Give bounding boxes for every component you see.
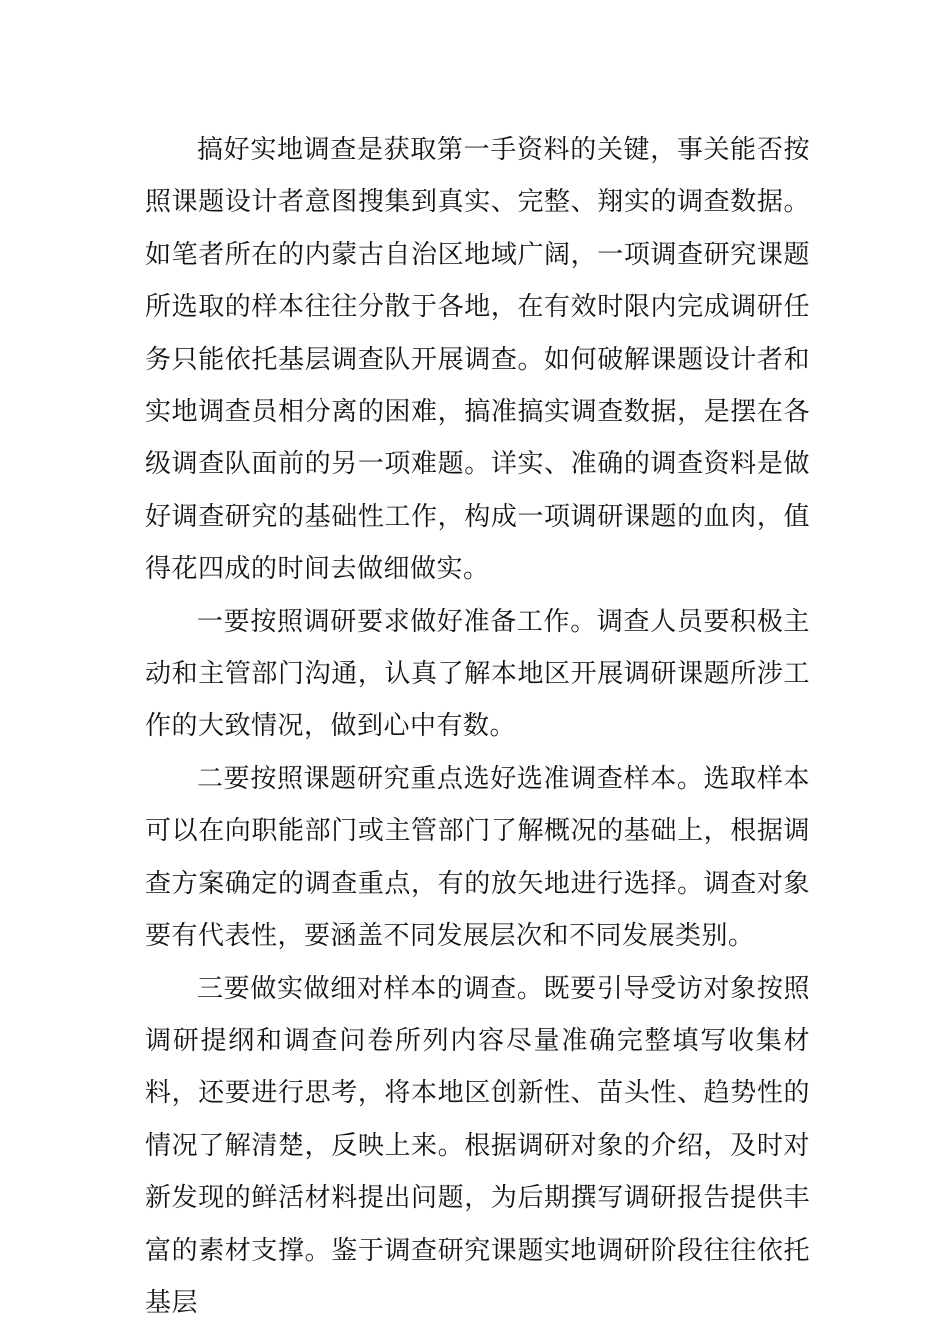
paragraph-field-survey: 搞好实地调查是获取第一手资料的关键，事关能否按照课题设计者意图搜集到真实、完整、翔实的调查数据。如笔者所在的内蒙古自治区地域广阔，一项调查研究课题所选取的样本往往分散于各地，在有效时限内完成调研任务只能依托基层调查队开展调查。如何破解课题设计者和实地调查员相分离的困难，搞准搞实调查数据，是摆在各级调查队面前的另一项难题。详实、准确的调查资料是做好调查研究的基础性工作，构成一项调研课题的血肉，值得花四成的时间去做细做实。 — [145, 135, 810, 585]
document-body — [145, 124, 810, 1329]
paragraph-sample-selection: 二要按照课题研究重点选好选准调查样本。选取样本可以在向职能部门或主管部门了解概况的基础上，根据调查方案确定的调查重点，有的放矢地进行选择。调查对象要有代表性，要涵盖不同发展层次和不同发展类别。 — [145, 763, 810, 952]
paragraph-preparation: 一要按照调研要求做好准备工作。调查人员要积极主动和主管部门沟通，认真了解本地区开展调研课题所涉工作的大致情况，做到心中有数。 — [145, 606, 810, 742]
paragraph-sample-survey: 三要做实做细对样本的调查。既要引导受访对象按照调研提纲和调查问卷所列内容尽量准确完整填写收集材料，还要进行思考，将本地区创新性、苗头性、趋势性的情况了解清楚，反映上来。根据调研对象的介绍，及时对新发现的鲜活材料提出问题，为后期撰写调研报告提供丰富的素材支撑。鉴于调查研究课题实地调研阶段往往依托基层 — [145, 973, 810, 1318]
